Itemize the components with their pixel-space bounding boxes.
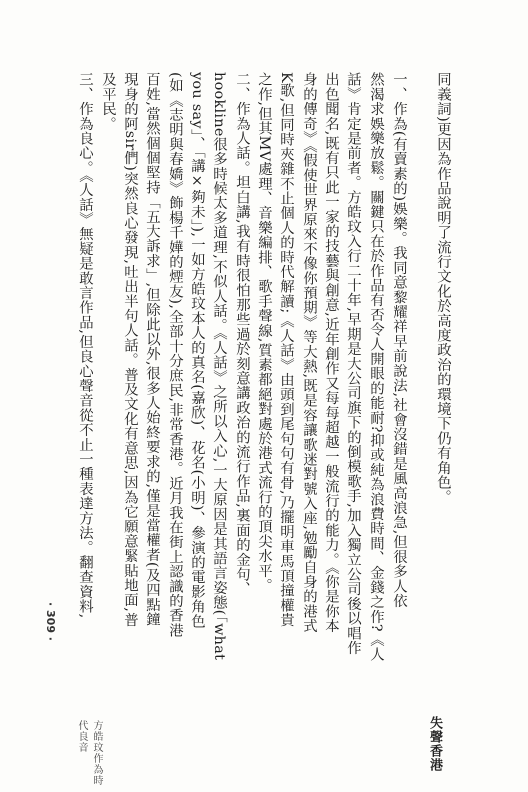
text-column: 之作,但其MV處理、音樂編排、歌手聲線,質素都絕對處於港式流行的頂尖水平。 (256, 72, 272, 593)
text-column: 同義詞)更因為作品說明了流行文化於高度政治的環境下仍有角色。 (435, 72, 451, 505)
text-column: 話》肯定是前者。方皓玟入行二十年,早期是大公司旗下的倒模歌手,加入獨立公司後以唱作 (345, 72, 361, 656)
text-column: 百姓,當然個個堅持「五大訴求」,但除此以外,很多人始終要求的,僅是當權者(及四點鐘 (144, 72, 160, 627)
running-footer: 方皓玟作為時代良音 (76, 720, 102, 786)
text-column: hookline很多時候太多道理,不似人話。《人話》之所以入心,一大原因是其語言姿態(「what (211, 72, 227, 661)
page-number: · 309 · (44, 602, 57, 641)
text-column: you say」、「講×夠未」),一如方皓玟本人的真名(嘉欣)、花名(小明)、參演的電影角色 (189, 72, 205, 629)
text-column: 出色聞名,既有只此一家的技藝與創意,近年創作又每每超越一般流行的能力。《你是你本 (323, 72, 339, 634)
text-column: 及平民。 (100, 72, 116, 131)
text-column: K歌,但同時夾雜不止個人的時代解讀;《人話》由頭到尾句句有骨,乃擺明車馬頂撞權貴 (278, 72, 294, 628)
text-column: (如《志明與春嬌》飾楊千嬅的煙友),全部十分庶民,非常香港。近月我在街上認識的香港 (167, 72, 183, 638)
text-column: 然渴求娛樂放鬆。關鍵只在於作品有否令人開眼的能耐?抑或純為浪費時間、金錢之作?《人 (368, 72, 384, 662)
text-column: 身的傳奇》《假使世界原來不像你預期》等大熱,既是容讓歌迷對號入座,勉勵自身的港式 (301, 72, 317, 634)
text-column: 一、作為(有賣素的)娛樂。我同意黎耀祥早前說法,社會沒錯是風高浪急,但很多人依 (391, 72, 407, 609)
text-column: 現身的阿sir們)突然良心發現,吐出半句人話。普及文化有意思,因為它願意緊貼地面,普 (122, 72, 138, 627)
text-column: 三、作為良心。《人話》無疑是敢言作品,但良心聲音從不止一種表達方法。翻查資料, (77, 72, 93, 619)
text-column: 二、作為人話。坦白講,我有時很怕那些過於刻意講政治的流行作品,裏面的金句、 (234, 72, 250, 597)
book-title: 失聲香港 (427, 716, 442, 772)
